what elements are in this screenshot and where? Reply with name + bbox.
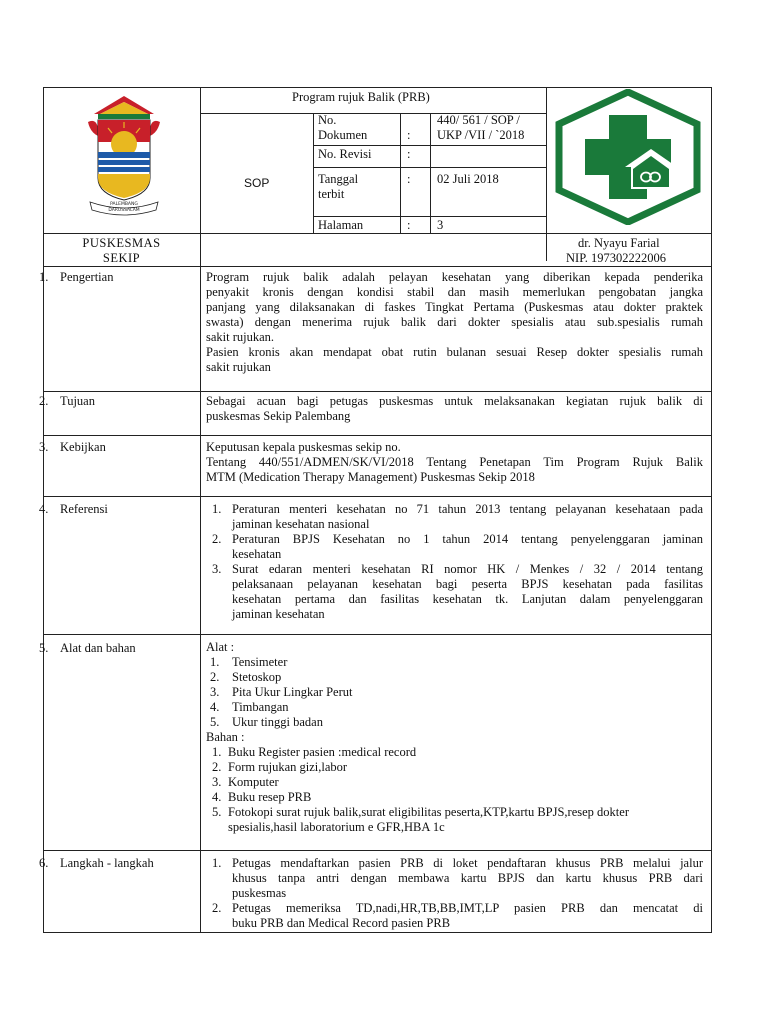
meta-no-dokumen-value-1: 440/ 561 / SOP /	[437, 113, 520, 127]
bahan-item-number: 3.	[212, 775, 222, 789]
meta-tanggal-sep: :	[407, 172, 411, 186]
alat-item	[206, 700, 703, 715]
bahan-item-text: Komputer	[228, 775, 279, 789]
section-1-line: penyakit kronis dengan kondisi stabil dan masih memerlukan pengobatan jangka	[206, 285, 703, 299]
alat-item	[206, 655, 703, 670]
list-item	[206, 901, 703, 931]
list-item-line: jaminan kesehatan nasional	[232, 517, 370, 531]
bahan-item	[206, 790, 703, 805]
section-1-body	[206, 270, 703, 375]
list-item-line: pelaksanaan pelayanan kesehatan bagi peserta BPJS kesehatan pada fasilitas	[232, 577, 703, 591]
bahan-heading: Bahan :	[206, 730, 245, 744]
list-item-line: Peraturan menteri kesehatan no 71 tahun 2013 tentang pelayanan kesehataan pada	[232, 502, 703, 516]
alat-item-number: 3.	[210, 685, 220, 699]
bahan-item-number: 1.	[212, 745, 222, 759]
org-name-line2: SEKIP	[102, 251, 141, 265]
bahan-item-text: Buku resep PRB	[228, 790, 312, 804]
list-item-line: Peraturan BPJS Kesehatan no 1 tahun 2014 tentang penyelenggaran jaminan	[232, 532, 703, 546]
section-3-line: MTM (Medication Therapy Management) Puskesmas Sekip 2018	[206, 470, 535, 484]
list-item	[206, 562, 703, 622]
alat-item-text: Ukur tinggi badan	[232, 715, 323, 729]
signer-nip: NIP. 197302222006	[566, 251, 667, 265]
meta-no-dokumen-label-2: Dokumen	[318, 128, 368, 142]
section-1-number: 1.	[39, 270, 49, 284]
bahan-item-number: 2.	[212, 760, 222, 774]
sop-label: SOP	[244, 176, 270, 190]
meta-no-revisi-sep: :	[407, 147, 411, 161]
alat-item-text: Pita Ukur Lingkar Perut	[232, 685, 353, 699]
section-2-title: Tujuan	[60, 394, 95, 408]
alat-item-number: 2.	[210, 670, 220, 684]
section-1-line: sakit rujukan	[206, 360, 271, 374]
section-6-number: 6.	[39, 856, 49, 870]
alat-item-number: 1.	[210, 655, 220, 669]
alat-item-number: 5.	[210, 715, 220, 729]
list-item-number: 2.	[212, 901, 222, 915]
alat-heading: Alat :	[206, 640, 235, 654]
program-title: Program rujuk Balik (PRB)	[292, 90, 430, 104]
list-item	[206, 532, 703, 562]
bahan-item-text: Form rujukan gizi,labor	[228, 760, 348, 774]
section-2-line: Sebagai acuan bagi petugas puskesmas untuk melaksanakan kegiatan rujuk balik di	[206, 394, 703, 408]
meta-halaman-sep: :	[407, 218, 411, 232]
section-6-title: Langkah - langkah	[60, 856, 154, 870]
section-5-body	[206, 640, 703, 835]
puskesmas-logo-icon	[553, 89, 703, 225]
list-item-line: jaminan kesehatan	[232, 607, 325, 621]
section-6-list	[206, 856, 703, 931]
bahan-item	[206, 745, 703, 760]
section-1-title: Pengertian	[60, 270, 114, 284]
bahan-item-number: 4.	[212, 790, 222, 804]
section-1-line: panjang yang dilaksanakan di faskes Tingkat Pertama (Puskesmas atau dokter praktek	[206, 300, 703, 314]
section-3-title: Kebijkan	[60, 440, 106, 454]
alat-item-text: Stetoskop	[232, 670, 282, 684]
list-item-number: 1.	[212, 856, 222, 870]
bahan-item-number: 5.	[212, 805, 222, 819]
list-item-line: Petugas memeriksa TD,nadi,HR,TB,BB,IMT,LP pasien PRB dan mencatat di	[232, 901, 703, 915]
section-4-list	[206, 502, 703, 622]
signer-name: dr. Nyayu Farial	[578, 236, 660, 250]
alat-item	[206, 685, 703, 700]
section-3-line: Tentang 440/551/ADMEN/SK/VI/2018 Tentang Penetapan Tim Program Rujuk Balik	[206, 455, 703, 469]
meta-tanggal-label-1: Tanggal	[318, 172, 359, 186]
bahan-item	[206, 760, 703, 775]
list-item-line: Petugas mendaftarkan pasien PRB di loket pendaftaran khusus PRB melalui jalur	[232, 856, 703, 870]
list-item-line: kesehatan	[232, 547, 282, 561]
list-item-number: 2.	[212, 532, 222, 546]
bahan-item-text: Buku Register pasien :medical record	[228, 745, 417, 759]
alat-item	[206, 670, 703, 685]
list-item	[206, 502, 703, 532]
list-item-number: 3.	[212, 562, 222, 576]
section-3-number: 3.	[39, 440, 49, 454]
meta-no-revisi-label: No. Revisi	[318, 147, 372, 161]
section-3-line: Keputusan kepala puskesmas sekip no.	[206, 440, 401, 454]
section-5-number: 5.	[39, 641, 49, 655]
org-name-line1: PUSKESMAS	[82, 236, 161, 250]
section-4-number: 4.	[39, 502, 49, 516]
bahan-item-text: Fotokopi surat rujuk balik,surat eligibilitas peserta,KTP,kartu BPJS,resep dokter	[228, 805, 629, 819]
section-1-line: Program rujuk balik adalah pelayan kesehatan yang diberikan kepada penderika	[206, 270, 703, 284]
alat-item-text: Timbangan	[232, 700, 289, 714]
list-item	[206, 856, 703, 901]
section-2-number: 2.	[39, 394, 49, 408]
alat-item-text: Tensimeter	[232, 655, 288, 669]
list-item-line: Surat edaran menteri kesehatan RI nomor HK / Menkes / 32 / 2014 tentang	[232, 562, 703, 576]
meta-halaman-label: Halaman	[318, 218, 364, 232]
meta-no-dokumen-value-2: UKP /VII / `2018	[437, 128, 525, 142]
section-4-title: Referensi	[60, 502, 108, 516]
section-2-body	[206, 394, 703, 424]
seal-ribbon-text: PALEMBANG DARUSSALAM	[108, 202, 140, 213]
section-1-line: sakit rujukan.	[206, 330, 275, 344]
list-item-line: kesehatan pertama dan fasilitas kesehatan tk. Lanjutan dalam penyelenggaran	[232, 592, 703, 606]
alat-item	[206, 715, 703, 730]
list-item-line: buku PRB dan Medical Record pasien PRB	[232, 916, 451, 930]
bahan-item-text: spesialis,hasil laboratorium e GFR,HBA 1c	[228, 820, 445, 834]
meta-halaman-value: 3	[437, 218, 444, 232]
bahan-item	[206, 775, 703, 790]
alat-item-number: 4.	[210, 700, 220, 714]
section-1-line: swasta) dengan menerima rujuk balik dari dokter spesialis atau sub.spesialis rumah	[206, 315, 703, 329]
section-5-title: Alat dan bahan	[60, 641, 136, 655]
section-2-line: puskesmas Sekip Palembang	[206, 409, 351, 423]
palembang-city-seal	[84, 92, 164, 224]
bahan-item	[206, 805, 703, 835]
meta-no-dokumen-sep: :	[407, 128, 411, 142]
list-item-line: khusus tanpa antri dengan membawa kartu BPJS dan kartu khusus PRB dari	[232, 871, 703, 885]
list-item-line: puskesmas	[232, 886, 287, 900]
meta-tanggal-value: 02 Juli 2018	[437, 172, 499, 186]
meta-no-dokumen-label-1: No.	[318, 113, 337, 127]
section-1-line: Pasien kronis akan mendapat obat rutin bulanan sesuai Resep dokter spesialis rumah	[206, 345, 703, 359]
section-3-body	[206, 440, 703, 485]
meta-tanggal-label-2: terbit	[318, 187, 345, 201]
list-item-number: 1.	[212, 502, 222, 516]
